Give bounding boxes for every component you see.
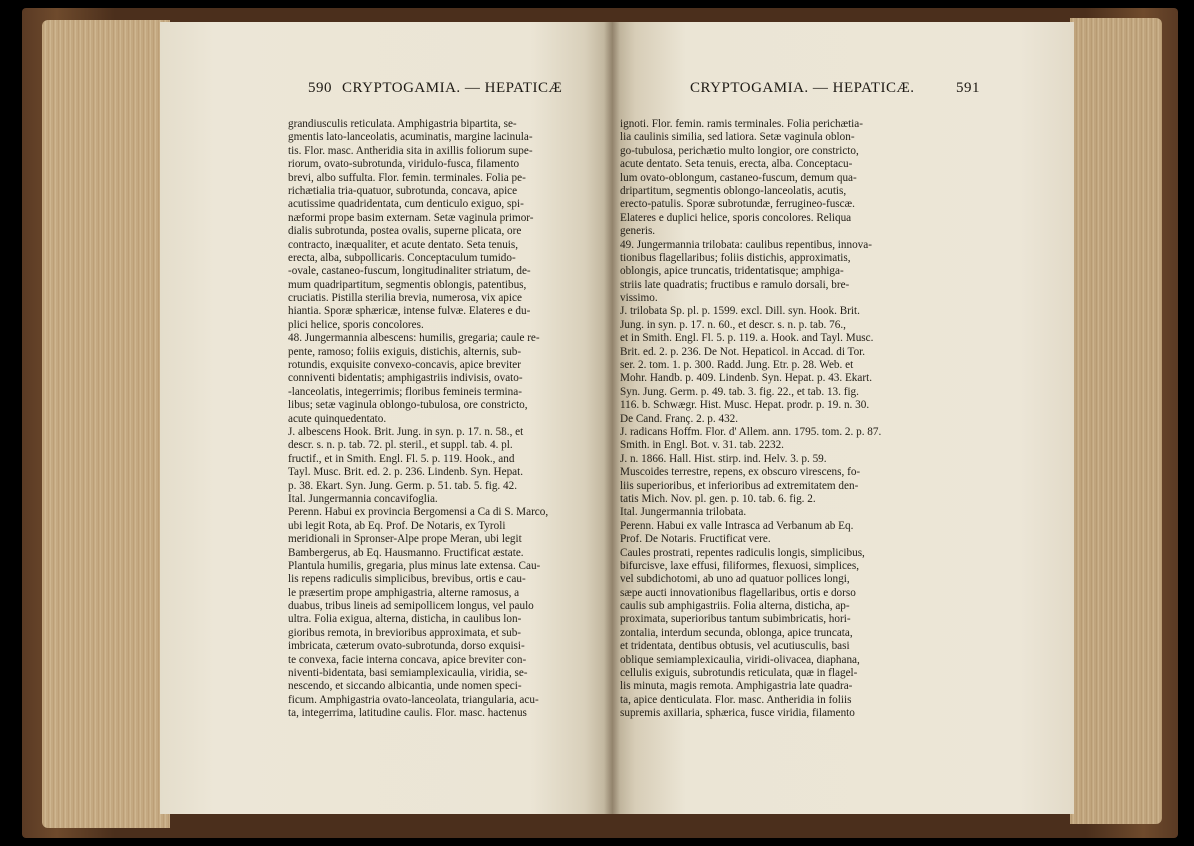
text-line: Mohr. Handb. p. 409. Lindenb. Syn. Hepat. p. 43. Ekart.	[620, 372, 872, 385]
text-line: mum quadripartitum, segmentis oblongis, patentibus,	[288, 278, 527, 291]
text-line: Bambergerus, ab Eq. Hausmanno. Fructificat æstate.	[288, 546, 524, 559]
text-line: acutissime quadridentata, cum denticulo exiguo, spi-	[288, 198, 524, 211]
text-line: conniventi bidentatis; amphigastriis indivisis, ovato-	[288, 372, 523, 385]
text-line: Brit. ed. 2. p. 236. De Not. Hepaticol. in Accad. di Tor.	[620, 345, 866, 358]
text-line: -lanceolatis, integerrimis; floribus femineis termina-	[288, 385, 522, 398]
text-line: -ovale, castaneo-fuscum, longitudinaliter striatum, de-	[288, 265, 531, 278]
text-line: lia caulinis similia, sed latiora. Setæ vaginula oblon-	[620, 131, 855, 144]
text-line: go-tubulosa, perichætio multo longior, ore constricto,	[620, 144, 859, 157]
text-line: et tridentata, dentibus obtusis, vel acutiusculis, basi	[620, 640, 850, 653]
text-line: Muscoides terrestre, repens, ex obscuro virescens, fo-	[620, 466, 861, 479]
text-line: gmentis lato-lanceolatis, acuminatis, margine lacinula-	[288, 131, 533, 144]
text-line: gioribus remota, in brevioribus approximata, et sub-	[288, 626, 522, 639]
text-line: ser. 2. tom. 1. p. 300. Radd. Jung. Etr. p. 28. Web. et	[620, 359, 854, 372]
text-line: erecta, alba, subpollicaris. Conceptaculum tumido-	[288, 251, 516, 264]
text-line: Tayl. Musc. Brit. ed. 2. p. 236. Lindenb. Syn. Hepat.	[288, 466, 524, 479]
text-line: lis repens radiculis simplicibus, brevibus, ortis e cau-	[288, 573, 526, 586]
text-line: Caules prostrati, repentes radiculis longis, simplicibus,	[620, 546, 865, 559]
text-line: ultra. Folia exigua, alterna, disticha, in caulibus lon-	[288, 613, 522, 626]
text-line: ta, integerrima, latitudine caulis. Flor. masc. hactenus	[288, 707, 527, 720]
book-gutter	[604, 22, 620, 814]
text-line: J. n. 1866. Hall. Hist. stirp. ind. Helv. 3. p. 59.	[620, 452, 827, 465]
text-line: oblongis, apice truncatis, tridentatisque; amphiga-	[620, 265, 844, 278]
text-line: richætialia tria-quatuor, subrotunda, concava, apice	[288, 184, 518, 197]
text-line: fructif., et in Smith. Engl. Fl. 5. p. 119. Hook., and	[288, 452, 515, 465]
text-line: tatis Mich. Nov. pl. gen. p. 10. tab. 6. fig. 2.	[620, 492, 816, 505]
text-line: Prof. De Notaris. Fructificat vere.	[620, 533, 771, 546]
right-page-text	[620, 118, 950, 721]
text-line: et in Smith. Engl. Fl. 5. p. 119. a. Hook. and Tayl. Musc.	[620, 332, 874, 345]
text-line: acute quinquedentato.	[288, 412, 387, 425]
left-page-number: 590	[308, 80, 332, 96]
text-line: nescendo, et siccando albicantia, unde nomen speci-	[288, 680, 522, 693]
text-line: striis late quadratis; fructibus e ramulo dorsali, bre-	[620, 278, 850, 291]
text-line: Perenn. Habui ex provincia Bergomensi a Ca di S. Marco,	[288, 506, 549, 519]
text-line: descr. s. n. p. tab. 72. pl. steril., et suppl. tab. 4. pl.	[288, 439, 513, 452]
text-line: p. 38. Ekart. Syn. Jung. Germ. p. 51. tab. 5. fig. 42.	[288, 479, 518, 492]
text-line: caulis sub amphigastriis. Folia alterna, disticha, ap-	[620, 600, 850, 613]
text-line: Smith. in Engl. Bot. v. 31. tab. 2232.	[620, 439, 784, 452]
text-line: Elateres e duplici helice, sporis concolores. Reliqua	[620, 211, 852, 224]
text-line: dialis subrotunda, postea ovalis, superne plicata, ore	[288, 225, 522, 238]
text-line: lis minuta, magis remota. Amphigastria late quadra-	[620, 680, 853, 693]
text-line: riorum, ovato-subrotunda, viridulo-fusca, filamento	[288, 158, 520, 171]
text-line: Ital. Jungermannia concavifoglia.	[288, 492, 438, 505]
text-line: hiantia. Sporæ sphæricæ, intense fulvæ. Elateres e du-	[288, 305, 531, 318]
text-line: Jung. in syn. p. 17. n. 60., et descr. s. n. p. tab. 76.,	[620, 318, 846, 331]
text-line: tis. Flor. masc. Antheridia sita in axillis foliorum supe-	[288, 144, 533, 157]
text-line: sæpe aucti innovationibus flagellaribus, ortis e dorso	[620, 586, 856, 599]
text-line: 48. Jungermannia albescens: humilis, gregaria; caule re-	[288, 332, 540, 345]
text-line: J. trilobata Sp. pl. p. 1599. excl. Dill. syn. Hook. Brit.	[620, 305, 860, 318]
left-running-head	[308, 80, 596, 104]
text-line: duabus, tribus lineis ad semipollicem longus, vel paulo	[288, 600, 534, 613]
text-line: grandiusculis reticulata. Amphigastria bipartita, se-	[288, 118, 517, 130]
text-line: erecto-patulis. Sporæ subrotundæ, ferrugineo-fuscæ.	[620, 198, 855, 211]
text-line: vel subdichotomi, ab uno ad quatuor pollices longi,	[620, 573, 850, 586]
text-line: supremis axillaria, sphærica, fusce viridia, filamento	[620, 707, 855, 720]
text-line: Syn. Jung. Germ. p. 49. tab. 3. fig. 22., et tab. 13. fig.	[620, 385, 859, 398]
text-line: plici helice, sporis concolores.	[288, 318, 424, 331]
text-line: proximata, superioribus tantum subimbricatis, hori-	[620, 613, 851, 626]
text-line: lum ovato-oblongum, castaneo-fuscum, demum qua-	[620, 171, 857, 184]
text-line: Plantula humilis, gregaria, plus minus late extensa. Cau-	[288, 559, 541, 572]
text-line: le præsertim prope amphigastria, alterne ramosus, a	[288, 586, 520, 599]
left-header-title: CRYPTOGAMIA. — HEPATICÆ	[342, 80, 563, 96]
text-line: rotundis, exquisite convexo-concavis, apice breviter	[288, 359, 521, 372]
text-line: De Cand. Franç. 2. p. 432.	[620, 412, 739, 425]
text-line: acute dentato. Seta tenuis, erecta, alba. Conceptacu-	[620, 158, 853, 171]
right-running-head	[690, 80, 980, 104]
text-line: Ital. Jungermannia trilobata.	[620, 506, 747, 519]
text-line: brevi, albo suffulta. Flor. femin. terminales. Folia pe-	[288, 171, 526, 184]
text-line: J. radicans Hoffm. Flor. d' Allem. ann. 1795. tom. 2. p. 87.	[620, 425, 882, 438]
text-line: J. albescens Hook. Brit. Jung. in syn. p. 17. n. 58., et	[288, 425, 524, 438]
left-page	[160, 22, 612, 814]
text-line: imbricata, cæterum ovato-subrotunda, dorso exquisi-	[288, 640, 525, 653]
right-page	[612, 22, 1074, 814]
text-line: cruciatis. Pistilla sterilia brevia, numerosa, vix apice	[288, 292, 522, 305]
text-line: contracto, inæqualiter, et acute dentato. Seta tenuis,	[288, 238, 519, 251]
text-line: pente, ramoso; foliis exiguis, distichis, alternis, sub-	[288, 345, 522, 358]
text-line: 116. b. Schwægr. Hist. Musc. Hepat. prodr. p. 19. n. 30.	[620, 399, 870, 412]
text-line: dripartitum, segmentis oblongo-lanceolatis, acutis,	[620, 184, 847, 197]
text-line: næformi prope basim externam. Setæ vaginula primor-	[288, 211, 534, 224]
text-line: ta, apice denticulata. Flor. masc. Antheridia in foliis	[620, 693, 852, 706]
text-line: bifurcisve, laxe effusi, filiformes, flexuosi, simplices,	[620, 559, 860, 572]
right-page-number: 591	[956, 80, 980, 96]
right-page-edges	[1070, 18, 1162, 824]
left-page-edges	[42, 20, 170, 828]
text-line: libus; setæ vaginula oblongo-tubulosa, ore constricto,	[288, 399, 528, 412]
right-header-title: CRYPTOGAMIA. — HEPATICÆ.	[690, 80, 915, 96]
text-line: zontalia, interdum secunda, oblonga, apice truncata,	[620, 626, 853, 639]
left-page-text	[288, 118, 584, 721]
text-line: meridionali in Spronser-Alpe prope Meran, ubi legit	[288, 533, 522, 546]
text-line: ubi legit Rota, ab Eq. Prof. De Notaris, ex Tyroli	[288, 519, 506, 532]
text-line: ficum. Amphigastria ovato-lanceolata, triangularia, acu-	[288, 693, 539, 706]
text-line: liis superioribus, et inferioribus ad extremitatem den-	[620, 479, 859, 492]
text-line: te convexa, facie interna concava, apice breviter con-	[288, 653, 527, 666]
text-line: cellulis exiguis, subrotundis reticulata, quæ in flagel-	[620, 667, 858, 680]
text-line: oblique semiamplexicaulia, viridi-olivacea, diaphana,	[620, 653, 860, 666]
text-line: 49. Jungermannia trilobata: caulibus repentibus, innova-	[620, 238, 872, 251]
text-line: Perenn. Habui ex valle Intrasca ad Verbanum ab Eq.	[620, 519, 854, 532]
text-line: niventi-bidentata, basi semiamplexicaulia, viridia, se-	[288, 667, 528, 680]
text-line: ignoti. Flor. femin. ramis terminales. Folia perichætia-	[620, 118, 863, 130]
text-line: generis.	[620, 225, 656, 238]
text-line: vissimo.	[620, 292, 658, 305]
text-line: tionibus flagellaribus; foliis distichis, approximatis,	[620, 251, 851, 264]
